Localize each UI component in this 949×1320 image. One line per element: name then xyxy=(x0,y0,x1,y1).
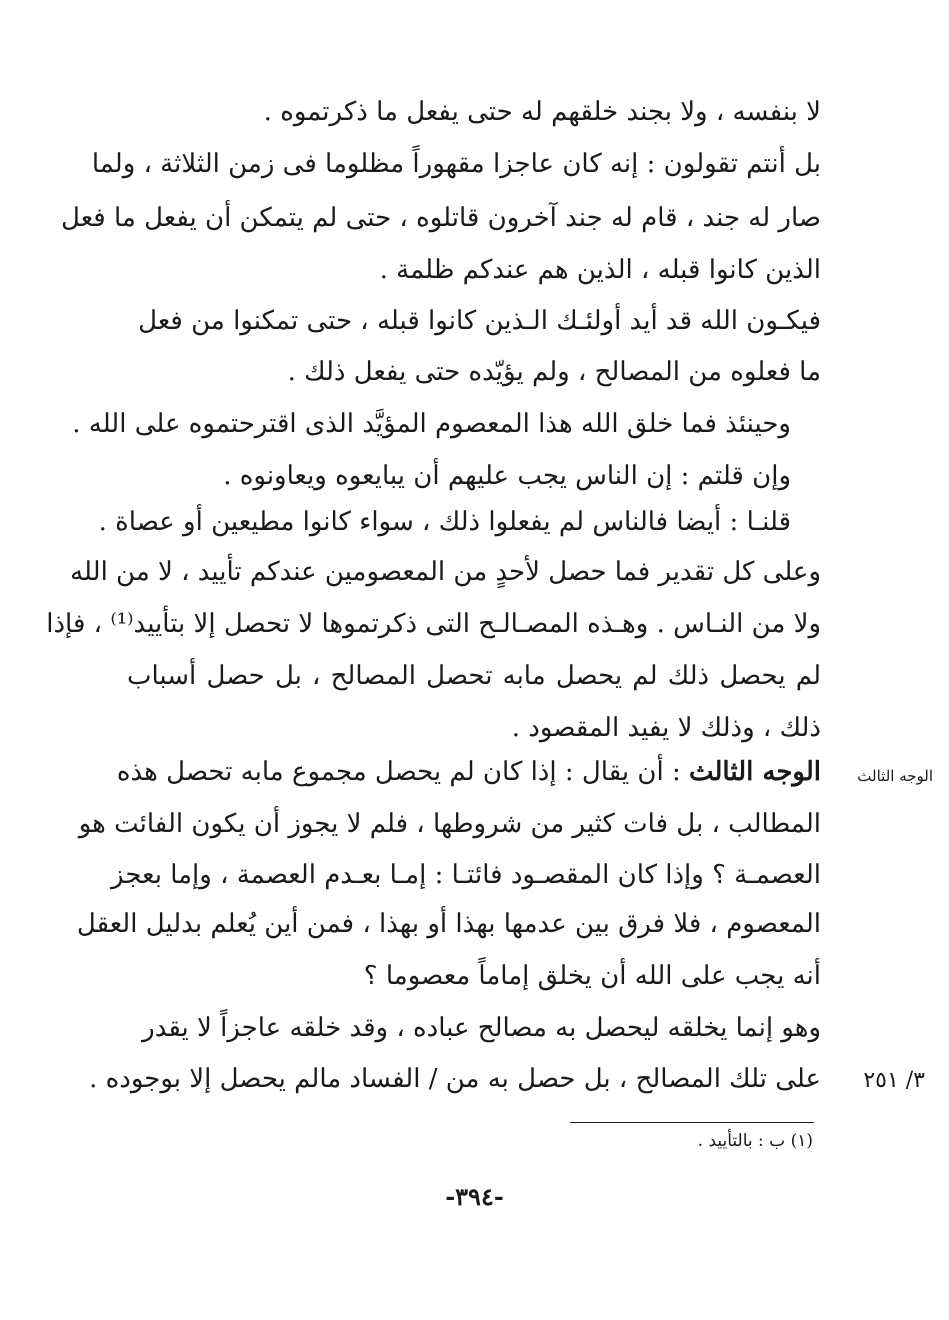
text-line-7: وحينئذ فما خلق الله هذا المعصوم المؤيَّد الذى اقترحتموه على الله . xyxy=(72,409,791,439)
text-line-18: أنه يجب على الله أن يخلق إماماً معصوما ؟ xyxy=(363,961,821,991)
text-line-3: صار له جند ، قام له جند آخرون قاتلوه ، حتى لم يتمكن أن يفعل ما فعل xyxy=(61,203,821,233)
text-line-17: المعصوم ، فلا فرق بين عدمها بهذا أو بهذا ، فمن أين يُعلم بدليل العقل xyxy=(76,909,821,939)
text-line-2: بل أنتم تقولون : إنه كان عاجزا مقهوراً مظلوما فى زمن الثلاثة ، ولما xyxy=(91,149,821,179)
text-line-16: العصمـة ؟ وإذا كان المقصـود فائتـا : إمـا بعـدم العصمة ، وإما بعجز xyxy=(111,860,821,890)
text-line-19: وهو إنما يخلقه ليحصل به مصالح عباده ، وقد خلقه عاجزاً لا يقدر xyxy=(142,1013,821,1043)
footnote-divider xyxy=(570,1122,814,1123)
text-line-11: ولا من النـاس . وهـذه المصـالـح التى ذكرتموها لا تحصل إلا بتأييد⁽¹⁾ ، فإذا xyxy=(46,609,821,639)
text-line-5: فيكـون الله قد أيد أولئـك الـذين كانوا قبله ، حتى تمكنوا من فعل xyxy=(138,306,821,336)
margin-note: الوجه الثالث xyxy=(857,767,933,785)
text-line-15: المطالب ، بل فات كثير من شروطها ، فلم لا يجوز أن يكون الفائت هو xyxy=(78,809,821,839)
footnote: (١) ب : بالتأييد . xyxy=(697,1131,813,1151)
text-line-13: ذلك ، وذلك لا يفيد المقصود . xyxy=(511,713,821,743)
text-line-20: على تلك المصالح ، بل حصل به من / الفساد مالم يحصل إلا بوجوده . xyxy=(89,1064,821,1094)
text-line-9: قلنـا : أيضا فالناس لم يفعلوا ذلك ، سواء كانوا مطيعين أو عصاة . xyxy=(98,507,791,537)
text-line-1: لا بنفسه ، ولا بجند خلقهم له حتى يفعل ما ذكرتموه . xyxy=(263,97,821,127)
margin-page-reference: ٣/ ٢٥١ xyxy=(863,1068,925,1093)
text-line-10: وعلى كل تقدير فما حصل لأحدٍ من المعصومين عندكم تأييد ، لا من الله xyxy=(70,557,821,587)
text-line-4: الذين كانوا قبله ، الذين هم عندكم ظلمة . xyxy=(379,255,821,285)
text-line-14 xyxy=(116,752,821,792)
page-number: -٣٩٤- xyxy=(445,1182,504,1211)
text-line-8: وإن قلتم : إن الناس يجب عليهم أن يبايعوه ويعاونوه . xyxy=(223,461,791,491)
text-line-6: ما فعلوه من المصالح ، ولم يؤيّده حتى يفعل ذلك . xyxy=(287,357,821,387)
text-line-12: لم يحصل ذلك لم يحصل مابه تحصل المصالح ، بل حصل أسباب xyxy=(127,661,821,691)
text-line-14-rest: : أن يقال : إذا كان لم يحصل مجموع مابه تحصل هذه xyxy=(116,757,689,787)
section-heading: الوجه الثالث xyxy=(688,757,821,787)
